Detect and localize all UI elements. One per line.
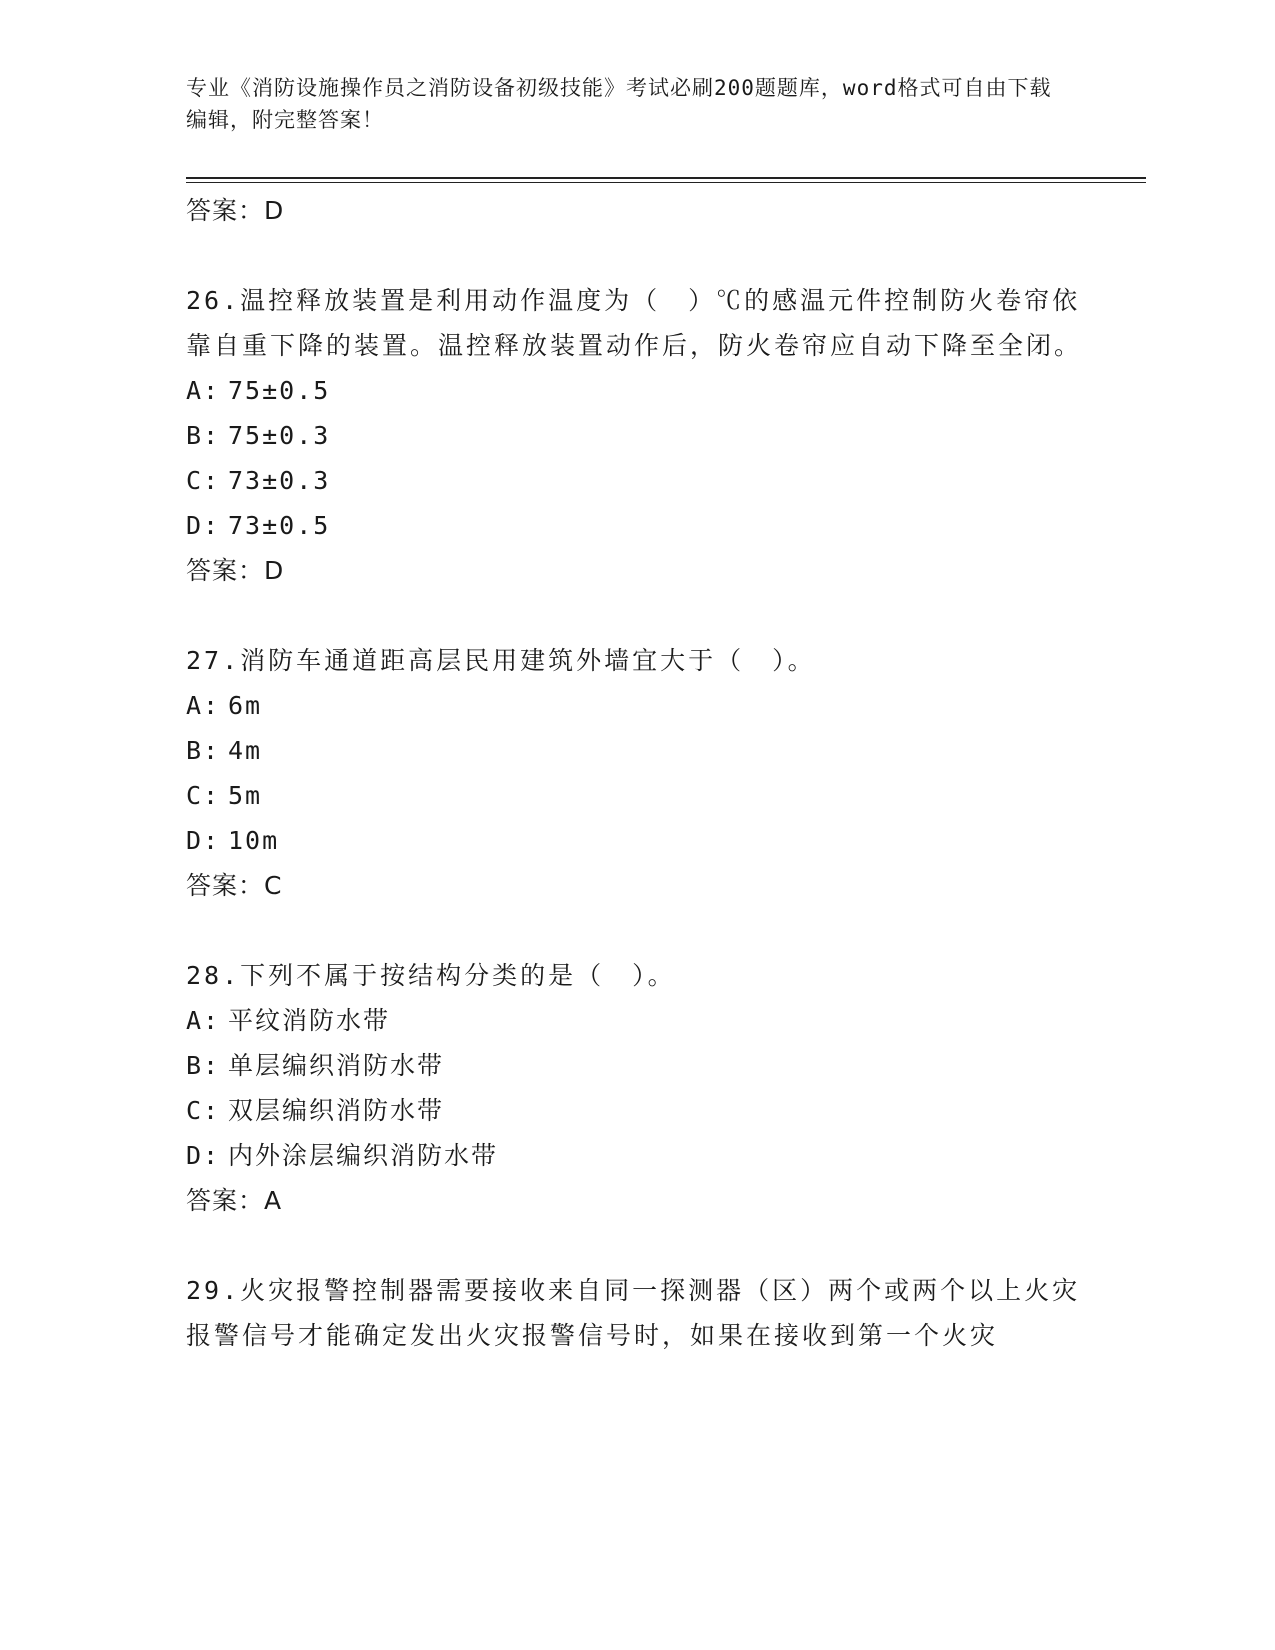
option-text: 双层编织消防水带 bbox=[228, 1096, 445, 1125]
option-b bbox=[186, 413, 1086, 458]
document-header: 专业《消防设施操作员之消防设备初级技能》考试必刷200题题库，word格式可自由下载编辑，附完整答案！ bbox=[186, 76, 1052, 132]
option-text: 73±0.3 bbox=[228, 466, 331, 495]
option-letter: C: bbox=[186, 466, 221, 495]
header-divider-thick bbox=[186, 177, 1146, 179]
question-stem: 26.温控释放装置是利用动作温度为（ ）℃的感温元件控制防火卷帘依靠自重下降的装置。温控释放装置动作后，防火卷帘应自动下降至全闭。 bbox=[186, 286, 1083, 360]
question-block bbox=[186, 1268, 1086, 1358]
option-d bbox=[186, 503, 1086, 548]
option-letter: D: bbox=[186, 1141, 221, 1170]
option-d bbox=[186, 818, 1086, 863]
option-c bbox=[186, 458, 1086, 503]
answer-line: 答案：A bbox=[186, 1186, 283, 1215]
header-divider-thin bbox=[186, 182, 1146, 183]
option-text: 75±0.3 bbox=[228, 421, 331, 450]
option-c bbox=[186, 773, 1086, 818]
option-text: 73±0.5 bbox=[228, 511, 331, 540]
option-text: 平纹消防水带 bbox=[228, 1006, 391, 1035]
option-letter: A: bbox=[186, 376, 221, 405]
option-text: 5m bbox=[228, 781, 263, 810]
option-letter: B: bbox=[186, 421, 221, 450]
option-b bbox=[186, 728, 1086, 773]
option-text: 10m bbox=[228, 826, 280, 855]
option-text: 6m bbox=[228, 691, 263, 720]
option-letter: A: bbox=[186, 1006, 221, 1035]
option-text: 内外涂层编织消防水带 bbox=[228, 1141, 499, 1170]
question-list bbox=[186, 188, 1086, 1358]
option-b bbox=[186, 1043, 1086, 1088]
answer-line: 答案：D bbox=[186, 196, 285, 225]
question-stem: 27.消防车通道距高层民用建筑外墙宜大于（ ）。 bbox=[186, 646, 816, 675]
option-text: 4m bbox=[228, 736, 263, 765]
option-a bbox=[186, 683, 1086, 728]
question-block bbox=[186, 953, 1086, 1223]
question-stem: 29.火灾报警控制器需要接收来自同一探测器（区）两个或两个以上火灾报警信号才能确定发出火灾报警信号时，如果在接收到第一个火灾 bbox=[186, 1276, 1081, 1350]
answer-line: 答案：D bbox=[186, 556, 285, 585]
question-block bbox=[186, 638, 1086, 908]
option-letter: C: bbox=[186, 1096, 221, 1125]
option-d bbox=[186, 1133, 1086, 1178]
question-block bbox=[186, 278, 1086, 593]
option-a bbox=[186, 368, 1086, 413]
option-letter: C: bbox=[186, 781, 221, 810]
option-letter: D: bbox=[186, 826, 221, 855]
option-text: 单层编织消防水带 bbox=[228, 1051, 445, 1080]
option-c bbox=[186, 1088, 1086, 1133]
option-a bbox=[186, 998, 1086, 1043]
answer-line: 答案：C bbox=[186, 871, 283, 900]
option-letter: A: bbox=[186, 691, 221, 720]
option-letter: B: bbox=[186, 1051, 221, 1080]
option-letter: D: bbox=[186, 511, 221, 540]
option-text: 75±0.5 bbox=[228, 376, 331, 405]
question-stem: 28.下列不属于按结构分类的是（ ）。 bbox=[186, 961, 676, 990]
option-letter: B: bbox=[186, 736, 221, 765]
